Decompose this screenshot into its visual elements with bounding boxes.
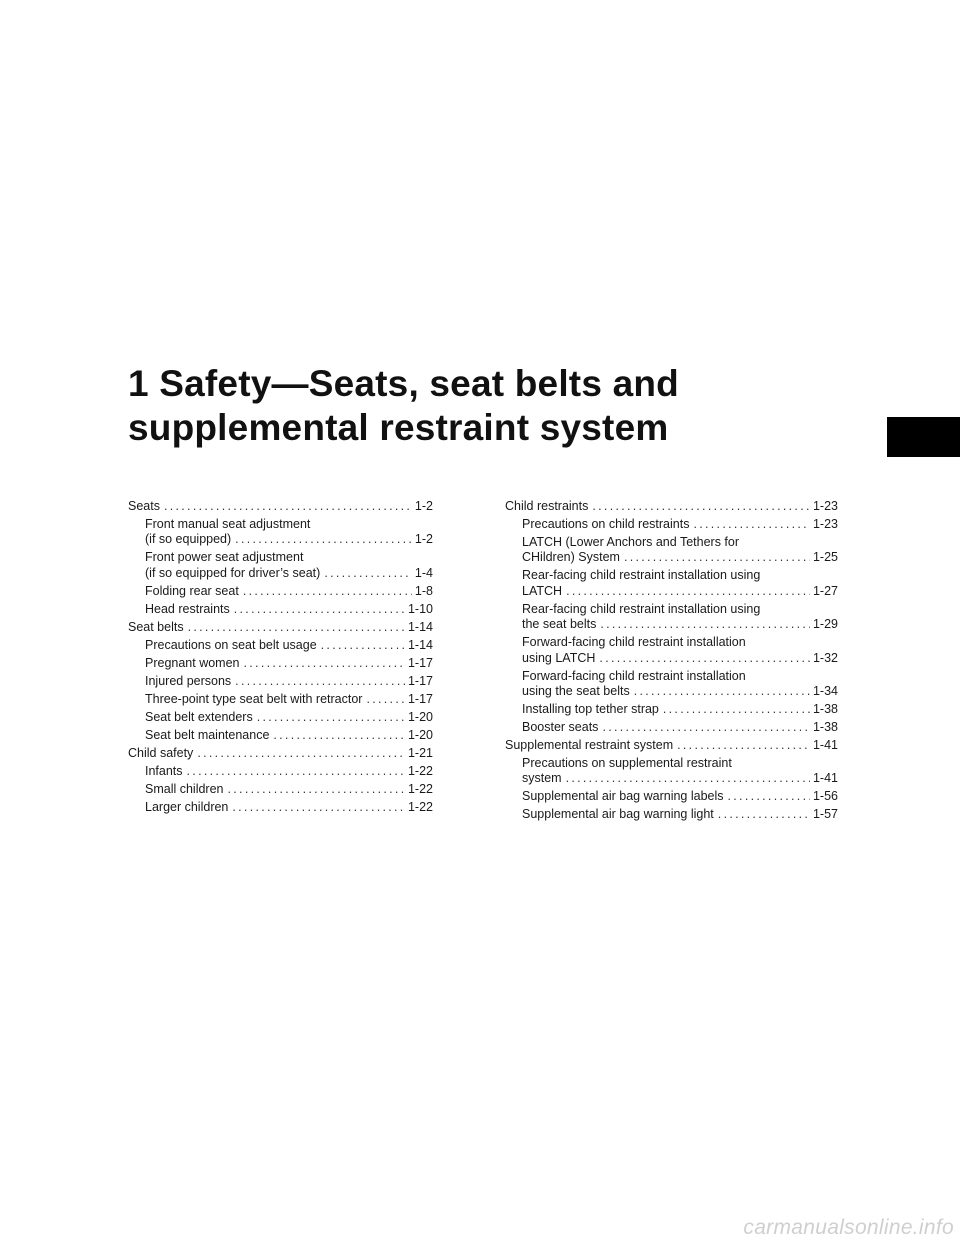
toc-entry[interactable] — [128, 499, 433, 514]
toc-dot-leader — [600, 617, 810, 632]
toc-entry[interactable] — [128, 746, 433, 761]
toc-entry-row — [145, 656, 433, 671]
toc-page-number: 1-14 — [407, 637, 433, 652]
toc-subentry[interactable] — [505, 807, 838, 822]
toc-page-number: 1-57 — [812, 807, 838, 822]
toc-entry-label: Head restraints — [145, 601, 230, 616]
toc-page-number: 1-20 — [407, 727, 433, 742]
toc-subentry[interactable] — [128, 728, 433, 743]
toc-page-number: 1-38 — [812, 702, 838, 717]
toc-entry-row — [145, 602, 433, 617]
toc-entry-row — [522, 617, 838, 632]
toc-subentry[interactable] — [505, 669, 838, 700]
toc-entry-label-first-line: Front manual seat adjustment — [145, 517, 311, 531]
toc-dot-leader — [244, 656, 405, 671]
toc-page-number: 1-32 — [812, 650, 838, 665]
toc-subentry[interactable] — [128, 674, 433, 689]
toc-dot-leader — [634, 684, 810, 699]
toc-entry-row — [522, 550, 838, 565]
chapter-thumb-tab — [887, 417, 960, 457]
toc-dot-leader — [232, 800, 405, 815]
toc-entry-label-first-line: Forward-facing child restraint installation — [522, 635, 746, 650]
toc-subentry[interactable] — [128, 782, 433, 797]
chapter-title-line-2: supplemental restraint system — [128, 407, 669, 448]
toc-entry-label: Infants — [145, 763, 183, 778]
toc-page-number: 1-4 — [414, 565, 433, 580]
toc-entry-label: Larger children — [145, 799, 229, 814]
toc-entry-row — [522, 789, 838, 804]
toc-entry-row — [522, 517, 838, 532]
toc-dot-leader — [187, 764, 405, 779]
toc-entry-label: Child safety — [128, 745, 194, 760]
toc-dot-leader — [321, 638, 405, 653]
toc-dot-leader — [728, 789, 810, 804]
toc-subentry[interactable] — [505, 702, 838, 717]
toc-entry-label: Pregnant women — [145, 655, 240, 670]
toc-dot-leader — [234, 602, 405, 617]
toc-page-number: 1-22 — [407, 799, 433, 814]
toc-subentry[interactable] — [505, 635, 838, 666]
toc-subentry[interactable] — [128, 692, 433, 707]
toc-dot-leader — [324, 566, 412, 581]
toc-entry-label: Child restraints — [505, 499, 589, 513]
toc-entry-label-first-line: Rear-facing child restraint installation using — [522, 568, 761, 583]
toc-dot-leader — [677, 738, 810, 753]
toc-page-number: 1-10 — [407, 601, 433, 616]
toc-entry[interactable] — [128, 620, 433, 635]
toc-page-number: 1-8 — [414, 583, 433, 598]
toc-page-number: 1-34 — [812, 684, 838, 699]
toc-dot-leader — [602, 720, 810, 735]
toc-subentry[interactable] — [505, 517, 838, 532]
toc-dot-leader — [188, 620, 405, 635]
toc-entry-row — [145, 584, 433, 599]
toc-entry-label: Precautions on seat belt usage — [145, 637, 317, 652]
toc-entry-label: Installing top tether strap — [522, 702, 659, 717]
toc-page-number: 1-41 — [812, 771, 838, 786]
toc-entry-label: Small children — [145, 781, 224, 796]
toc-entry-label: Booster seats — [522, 720, 599, 735]
chapter-title-line-1: 1 Safety—Seats, seat belts and — [128, 363, 679, 404]
chapter-title — [128, 362, 848, 450]
toc-entry-row — [145, 782, 433, 797]
toc-entry[interactable] — [505, 499, 838, 514]
toc-entry-label: using the seat belts — [522, 684, 630, 699]
toc-page-number: 1-2 — [414, 499, 433, 513]
toc-dot-leader — [693, 517, 810, 532]
toc-entry-label: Seat belt extenders — [145, 709, 253, 724]
toc-page-number: 1-17 — [407, 673, 433, 688]
toc-dot-leader — [566, 584, 810, 599]
toc-page-number: 1-14 — [407, 619, 433, 634]
toc-page-number: 1-38 — [812, 720, 838, 735]
toc-entry-row — [505, 738, 838, 753]
toc-entry-label-first-line: Front power seat adjustment — [145, 550, 304, 565]
toc-entry-label: the seat belts — [522, 617, 597, 632]
toc-dot-leader — [663, 702, 810, 717]
toc-entry-row — [522, 651, 838, 666]
toc-entry-row — [128, 620, 433, 635]
toc-page-number: 1-20 — [407, 709, 433, 724]
toc-dot-leader — [235, 532, 412, 547]
toc-page-number: 1-25 — [812, 550, 838, 565]
toc-page-number: 1-56 — [812, 789, 838, 804]
toc-entry-label: Injured persons — [145, 673, 232, 688]
toc-page-number: 1-17 — [407, 691, 433, 706]
toc-entry-row — [145, 710, 433, 725]
toc-entry-label: (if so equipped for driver’s seat) — [145, 565, 321, 580]
toc-subentry[interactable] — [128, 764, 433, 779]
toc-entry-label-first-line: Forward-facing child restraint installation — [522, 668, 746, 683]
toc-entry-label: Three-point type seat belt with retractor — [145, 691, 363, 706]
toc-entry-row — [145, 728, 433, 743]
toc-dot-leader — [592, 499, 810, 514]
toc-subentry[interactable] — [128, 517, 433, 548]
toc-subentry[interactable] — [128, 800, 433, 815]
toc-entry-row — [522, 720, 838, 735]
toc-subentry[interactable] — [505, 756, 838, 787]
toc-entry-label: Folding rear seat — [145, 583, 239, 598]
toc-entry-row — [522, 807, 838, 822]
toc-dot-leader — [718, 807, 810, 822]
toc-subentry[interactable] — [128, 550, 433, 581]
toc-dot-leader — [624, 550, 810, 565]
toc-entry-row — [145, 638, 433, 653]
toc-entry-label: Precautions on child restraints — [522, 517, 690, 531]
toc-entry-row — [522, 702, 838, 717]
toc-entry-row — [145, 692, 433, 707]
toc-entry-label: Seats — [128, 499, 160, 513]
toc-column-left — [128, 499, 433, 818]
toc-page-number: 1-41 — [812, 738, 838, 753]
toc-page-number: 1-21 — [407, 745, 433, 760]
toc-entry-label: CHildren) System — [522, 550, 620, 565]
toc-dot-leader — [566, 771, 810, 786]
toc-dot-leader — [599, 651, 810, 666]
toc-entry[interactable] — [505, 738, 838, 753]
toc-entry-label: Supplemental air bag warning labels — [522, 789, 724, 804]
toc-subentry[interactable] — [128, 656, 433, 671]
toc-dot-leader — [257, 710, 405, 725]
toc-subentry[interactable] — [128, 602, 433, 617]
toc-entry-label: (if so equipped) — [145, 532, 232, 547]
footer-watermark: carmanualsonline.info — [743, 1216, 954, 1239]
toc-entry-row — [522, 584, 838, 599]
toc-page-number: 1-22 — [407, 781, 433, 796]
toc-dot-leader — [197, 746, 405, 761]
toc-entry-row — [145, 674, 433, 689]
toc-dot-leader — [273, 728, 405, 743]
toc-subentry[interactable] — [505, 535, 838, 566]
toc-subentry[interactable] — [128, 584, 433, 599]
toc-subentry[interactable] — [505, 789, 838, 804]
toc-entry-row — [145, 566, 433, 581]
toc-subentry[interactable] — [505, 568, 838, 599]
toc-page-number: 1-2 — [414, 532, 433, 547]
toc-entry-label: using LATCH — [522, 650, 596, 665]
toc-entry-row — [128, 499, 433, 514]
toc-dot-leader — [228, 782, 405, 797]
toc-entry-label-first-line: Rear-facing child restraint installation using — [522, 601, 761, 616]
toc-subentry[interactable] — [128, 638, 433, 653]
toc-entry-label: Supplemental air bag warning light — [522, 807, 714, 822]
toc-column-right — [505, 499, 838, 825]
toc-entry-label: Seat belt maintenance — [145, 727, 270, 742]
toc-entry-row — [522, 771, 838, 786]
toc-entry-row — [505, 499, 838, 514]
toc-dot-leader — [366, 692, 405, 707]
toc-entry-label: LATCH — [522, 583, 563, 598]
toc-entry-label-first-line: LATCH (Lower Anchors and Tethers for — [522, 535, 739, 549]
toc-page-number: 1-29 — [812, 617, 838, 632]
toc-page-number: 1-17 — [407, 655, 433, 670]
toc-entry-label: Supplemental restraint system — [505, 738, 674, 753]
toc-page-number: 1-23 — [812, 517, 838, 531]
toc-subentry[interactable] — [505, 720, 838, 735]
toc-subentry[interactable] — [128, 710, 433, 725]
toc-entry-label: Seat belts — [128, 619, 184, 634]
toc-dot-leader — [235, 674, 405, 689]
toc-entry-row — [145, 800, 433, 815]
toc-entry-label-first-line: Precautions on supplemental restraint — [522, 756, 732, 771]
toc-entry-row — [522, 684, 838, 699]
toc-entry-row — [145, 764, 433, 779]
toc-entry-row — [145, 532, 433, 547]
toc-dot-leader — [243, 584, 412, 599]
toc-page-number: 1-22 — [407, 763, 433, 778]
toc-entry-row — [128, 746, 433, 761]
toc-dot-leader — [164, 499, 412, 514]
toc-subentry[interactable] — [505, 602, 838, 633]
toc-entry-label: system — [522, 771, 562, 786]
toc-page-number: 1-27 — [812, 583, 838, 598]
toc-page-number: 1-23 — [812, 499, 838, 513]
